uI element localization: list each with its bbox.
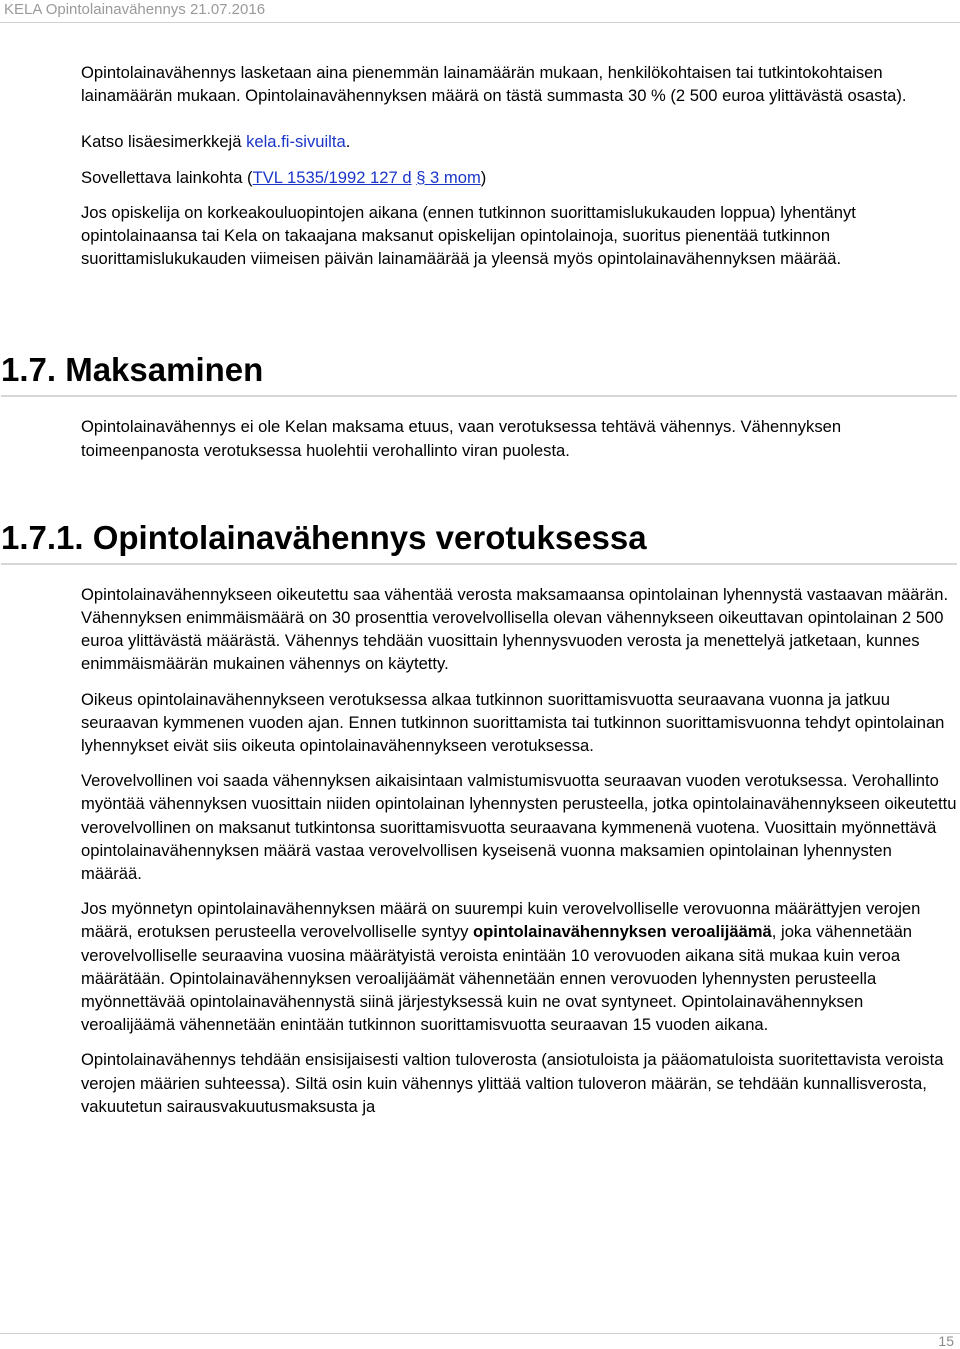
see-more-prefix: Katso lisäesimerkkejä bbox=[81, 132, 247, 152]
section-heading-1-7 bbox=[1, 350, 957, 397]
section-1-7-1-paragraph-5: Opintolainavähennys tehdään ensisijaisesti valtion tuloverosta (ansiotuloista ja pääomatuloista suoritettavista veroista verojen määrien suhteessa). Siltä osin kuin vähennys ylittää valtion tuloveron määrän, se tehdään kunnallisverosta, vakuutetun sairausvakuutusmaksusta ja bbox=[81, 1050, 944, 1116]
page-number: 15 bbox=[938, 1333, 954, 1349]
paragraph-4-part-a: Jos myönnetyn opintolainavähennyksen määrä on suurempi kuin verovelvolliselle verovuonna määrättyjen verojen määrä, erotuksen perusteella verovelvolliselle syntyy bbox=[81, 899, 921, 942]
law-suffix: ) bbox=[480, 167, 487, 187]
section-1-7-paragraph: Opintolainavähennys ei ole Kelan maksama etuus, vaan verotuksessa tehtävä vähennys. Vähennyksen toimeenpanosta verotuksessa huolehtii verohallinto viran puolesta. bbox=[81, 417, 842, 460]
document-header bbox=[0, 0, 960, 22]
kela-fi-link[interactable]: kela.fi-sivuilta bbox=[246, 132, 346, 152]
section-heading-1-7-1-text: 1.7.1. Opintolainavähennys verotuksessa bbox=[1, 518, 647, 556]
document-body bbox=[1, 61, 957, 1118]
paragraph-4-part-b: , joka vähennetään verovelvolliselle seuraavina vuosina määrätyistä veroista enintään 10 verovuoden aikana sitä mukaa kuin veroa määrätään. Opintolainavähennyksen veroalijäämät vähennetään ennen verovuoden lyhennysten perusteella myönnettävää opintolainavähennystä siinä järjestyksessä kuin ne ovat syntyneet. Opintolainavähennyksen veroalijäämä vähennetään enintään tutkinnon suorittamisvuotta seuraavan 15 vuoden aikana. bbox=[81, 922, 913, 1035]
section-1-7-1-paragraph-1: Opintolainavähennykseen oikeutettu saa vähentää verosta maksamaansa opintolainan lyhennystä vastaavan määrän. Vähennyksen enimmäismäärä on 30 prosenttia verovelvollisella olevan vähennykseen oikeuttavan opintolainan 2 500 euroa ylittävästä määrästä. Vähennys tehdään vuosittain lyhennysvuoden verosta ja menettelyä jatketaan, kunnes enimmäismäärän mukainen vähennys on käytetty. bbox=[81, 584, 949, 674]
section-1-7-1-paragraph-2: Oikeus opintolainavähennykseen verotuksessa alkaa tutkinnon suorittamisvuotta seuraavana vuonna ja jatkuu seuraavan kymmenen vuoden ajan. Ennen tutkinnon suorittamista tai tutkinnon suorittamisvuonna tehdyt opintolainan lyhennykset eivät siis oikeuta opintolainavähennykseen verotuksessa. bbox=[81, 689, 945, 756]
see-more-line bbox=[81, 130, 957, 153]
law-link-tvl[interactable]: TVL 1535/1992 127 d bbox=[252, 167, 412, 187]
intro-paragraph-2: Jos opiskelija on korkeakouluopintojen aikana (ennen tutkinnon suorittamislukukauden loppua) lyhentänyt opintolainaansa tai Kela on takaajana maksanut opiskelijan opintolainoja, suoritus pienentää tutkinnon suorittamislukukauden viimeisen päivän lainamäärää ja yleensä myös opintolainavähennyksen määrää. bbox=[81, 202, 856, 269]
veroalijaama-term: opintolainavähennyksen veroalijäämä bbox=[472, 922, 772, 942]
see-more-suffix: . bbox=[345, 132, 351, 152]
law-prefix: Sovellettava lainkohta ( bbox=[81, 167, 253, 187]
section-heading-1-7-text: 1.7. Maksaminen bbox=[1, 351, 264, 389]
law-link-mom[interactable]: § 3 mom bbox=[416, 167, 481, 187]
header-divider bbox=[0, 22, 960, 23]
section-1-7-1-paragraph-3: Verovelvollinen voi saada vähennyksen aikaisintaan valmistumisvuotta seuraavan vuoden verotuksessa. Verohallinto myöntää vähennyksen vuosittain niiden opintolainan lyhennysten perusteella, jotka opintolainavähennykseen oikeutettu verovelvollinen on maksanut tutkintonsa suorittamisvuotta seuraavana kymmenenä vuotena. Vuosittain myönnettävä opintolainavähennyksen määrä vastaa verovelvollisen kyseisenä vuonna maksamien opintolainan lyhennysten määrää. bbox=[81, 771, 957, 884]
section-1-7-1-paragraph-4 bbox=[81, 897, 957, 1036]
header-title: KELA Opintolainavähennys 21.07.2016 bbox=[4, 1, 266, 18]
footer-divider bbox=[0, 1333, 960, 1334]
intro-paragraph-1: Opintolainavähennys lasketaan aina pienemmän lainamäärän mukaan, henkilökohtaisen tai tutkintokohtaisen lainamäärän mukaan. Opintolainavähennyksen määrä on tästä summasta 30 % (2 500 euroa ylittävästä osasta). bbox=[81, 63, 907, 106]
law-reference-line bbox=[81, 166, 957, 189]
section-heading-1-7-1 bbox=[1, 518, 957, 565]
